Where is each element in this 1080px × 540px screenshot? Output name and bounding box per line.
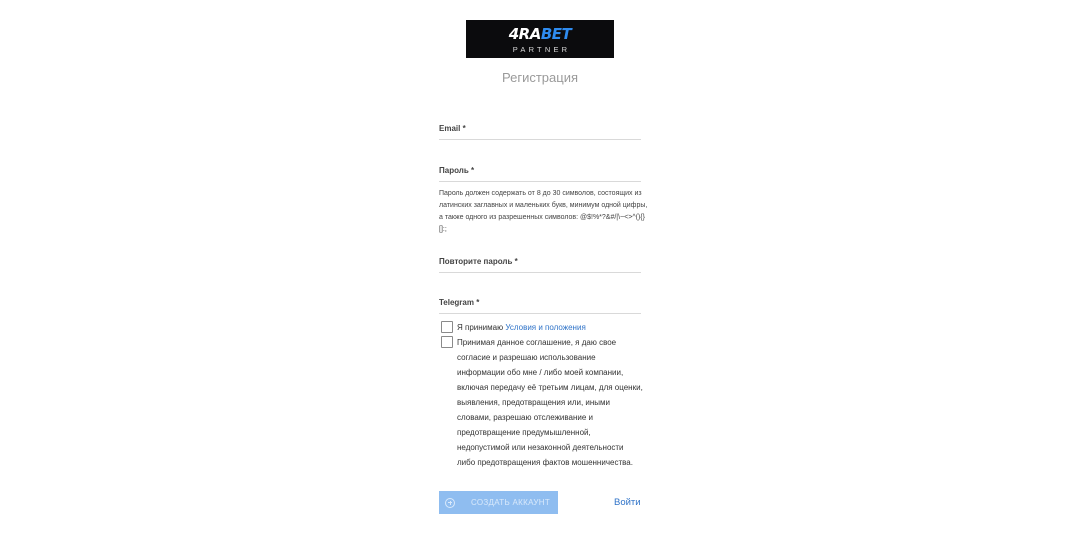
password-field[interactable]	[439, 166, 641, 182]
brand-logo	[466, 20, 614, 58]
password-input[interactable]	[439, 166, 641, 181]
logo-subtitle: PARTNER	[512, 44, 571, 54]
page-title: Регистрация	[502, 70, 578, 85]
password-label: Пароль *	[439, 166, 475, 175]
terms-checkbox[interactable]	[441, 321, 453, 333]
terms-link[interactable]: Условия и положения	[505, 323, 586, 332]
telegram-label: Telegram *	[439, 298, 480, 307]
consent-row	[441, 335, 643, 470]
telegram-input[interactable]	[439, 298, 641, 313]
logo-wordmark-blue: BET	[540, 24, 572, 43]
terms-row	[441, 320, 643, 335]
email-field[interactable]	[439, 124, 641, 140]
telegram-field[interactable]	[439, 298, 641, 314]
email-input[interactable]	[439, 124, 641, 139]
consent-text: Принимая данное соглашение, я даю свое согласие и разрешаю использование информации обо мне / либо моей компании, включая передачу её третьим лицам, для оценки, выявления, предотвращения или, иными словами, разрешаю отслеживание и предотвращение предумышленной, недопустимой или незаконной деятельности либо предотвращения фактов мошенничества.	[457, 338, 643, 467]
repeat-password-label: Повторите пароль *	[439, 257, 518, 266]
logo-wordmark	[508, 24, 572, 43]
repeat-password-input[interactable]	[439, 257, 641, 272]
repeat-password-field[interactable]	[439, 257, 641, 273]
password-hint: Пароль должен содержать от 8 до 30 символов, состоящих из латинских заглавных и маленьких букв, минимум одной цифры, а также одного из разрешенных символов: @$!%*?&#/|\~<>^(){}[]:;	[439, 190, 648, 233]
login-link[interactable]: Войти	[614, 497, 641, 508]
email-label: Email *	[439, 124, 466, 133]
create-account-button[interactable]	[439, 491, 558, 514]
terms-text	[457, 320, 643, 335]
plus-circle-icon	[445, 498, 455, 508]
create-account-label: СОЗДАТЬ АККАУНТ	[471, 498, 551, 507]
consent-checkbox[interactable]	[441, 336, 453, 348]
logo-wordmark-white: 4RA	[508, 24, 541, 43]
terms-prefix: Я принимаю	[457, 323, 506, 332]
